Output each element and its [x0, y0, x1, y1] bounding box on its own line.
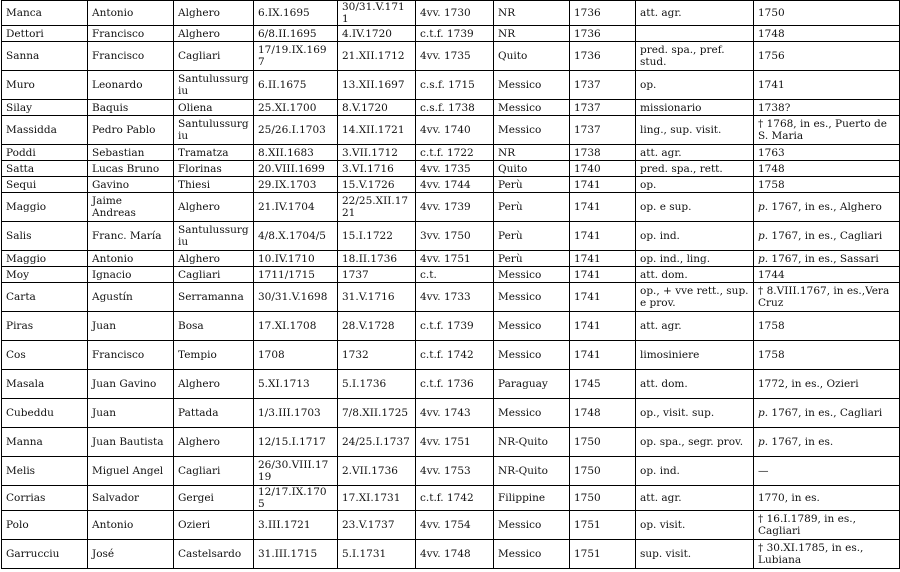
- cell-office: op. ind.: [636, 222, 754, 251]
- cell-mission: Messico: [494, 283, 570, 312]
- cell-death: 1756: [754, 42, 900, 71]
- cell-death: p. 1767, in es., Cagliari: [754, 399, 900, 428]
- cell-vows: 4vv. 1751: [416, 428, 494, 457]
- cell-birth-date: 1711/1715: [254, 267, 338, 283]
- cell-office: op. ind.: [636, 457, 754, 486]
- cell-birthplace: Alghero: [174, 370, 254, 399]
- cell-office: [636, 26, 754, 42]
- cell-surname: Silay: [2, 100, 88, 116]
- cell-office: att. dom.: [636, 267, 754, 283]
- cell-birthplace: Alghero: [174, 26, 254, 42]
- cell-office: att. agr.: [636, 1, 754, 26]
- cell-entry-date: 13.XII.1697: [338, 71, 416, 100]
- cell-office: op. e sup.: [636, 193, 754, 222]
- cell-entry-date: 15.V.1726: [338, 177, 416, 193]
- cell-birth-date: 31.III.1715: [254, 540, 338, 569]
- cell-mission: NR: [494, 145, 570, 161]
- cell-vows: 4vv. 1733: [416, 283, 494, 312]
- cell-name: Antonio: [88, 251, 174, 267]
- cell-entry-date: 4.IV.1720: [338, 26, 416, 42]
- cell-surname: Maggio: [2, 251, 88, 267]
- cell-office: ling., sup. visit.: [636, 116, 754, 145]
- cell-name: Sebastian: [88, 145, 174, 161]
- cell-mission: Quito: [494, 161, 570, 177]
- table-row: [2, 540, 900, 569]
- cell-birthplace: Cagliari: [174, 267, 254, 283]
- cell-vows: 4vv. 1735: [416, 42, 494, 71]
- cell-surname: Manca: [2, 1, 88, 26]
- cell-name: Francisco: [88, 42, 174, 71]
- cell-surname: Cos: [2, 341, 88, 370]
- cell-death: 1772, in es., Ozieri: [754, 370, 900, 399]
- cell-name: Lucas Bruno: [88, 161, 174, 177]
- cell-mission: Messico: [494, 267, 570, 283]
- cell-office: pred. spa., rett.: [636, 161, 754, 177]
- cell-vows: c.t.f. 1736: [416, 370, 494, 399]
- table-row: [2, 267, 900, 283]
- cell-vows: 4vv. 1748: [416, 540, 494, 569]
- cell-office: op. ind., ling.: [636, 251, 754, 267]
- cell-departure-year: 1750: [570, 428, 636, 457]
- cell-name: Juan: [88, 399, 174, 428]
- cell-vows: 4vv. 1753: [416, 457, 494, 486]
- cell-mission: Messico: [494, 399, 570, 428]
- cell-vows: c.s.f. 1738: [416, 100, 494, 116]
- cell-death: p. 1767, in es., Cagliari: [754, 222, 900, 251]
- cell-entry-date: 21.XII.1712: [338, 42, 416, 71]
- cell-entry-date: 3.VII.1712: [338, 145, 416, 161]
- cell-mission: Messico: [494, 312, 570, 341]
- cell-mission: NR: [494, 1, 570, 26]
- cell-mission: Perù: [494, 251, 570, 267]
- cell-birth-date: 21.IV.1704: [254, 193, 338, 222]
- cell-name: Ignacio: [88, 267, 174, 283]
- cell-birth-date: 8.XII.1683: [254, 145, 338, 161]
- cell-birthplace: Bosa: [174, 312, 254, 341]
- cell-mission: Filippine: [494, 486, 570, 511]
- cell-office: att. agr.: [636, 312, 754, 341]
- cell-name: Baquis: [88, 100, 174, 116]
- cell-birth-date: 26/30.VIII.1719: [254, 457, 338, 486]
- cell-departure-year: 1741: [570, 251, 636, 267]
- cell-entry-date: 28.V.1728: [338, 312, 416, 341]
- cell-departure-year: 1751: [570, 540, 636, 569]
- cell-death: † 8.VIII.1767, in es.,Vera Cruz: [754, 283, 900, 312]
- table-row: [2, 145, 900, 161]
- cell-surname: Sanna: [2, 42, 88, 71]
- cell-surname: Muro: [2, 71, 88, 100]
- cell-mission: Paraguay: [494, 370, 570, 399]
- cell-departure-year: 1736: [570, 26, 636, 42]
- cell-name: Miguel Angel: [88, 457, 174, 486]
- cell-office: att. dom.: [636, 370, 754, 399]
- cell-vows: c.t.f. 1742: [416, 341, 494, 370]
- cell-death: 1763: [754, 145, 900, 161]
- cell-birth-date: 30/31.V.1698: [254, 283, 338, 312]
- cell-name: Juan: [88, 312, 174, 341]
- cell-birth-date: 17.XI.1708: [254, 312, 338, 341]
- table-row: [2, 42, 900, 71]
- cell-birthplace: Florinas: [174, 161, 254, 177]
- cell-surname: Sequi: [2, 177, 88, 193]
- cell-mission: NR: [494, 26, 570, 42]
- table-body: [2, 1, 900, 569]
- cell-birth-date: 3.III.1721: [254, 511, 338, 540]
- cell-departure-year: 1750: [570, 486, 636, 511]
- cell-death: 1748: [754, 161, 900, 177]
- cell-office: limosiniere: [636, 341, 754, 370]
- table-row: [2, 26, 900, 42]
- cell-death: 1758: [754, 177, 900, 193]
- cell-death: —: [754, 457, 900, 486]
- cell-birthplace: Santulussurgiu: [174, 71, 254, 100]
- cell-death: 1758: [754, 341, 900, 370]
- cell-mission: Messico: [494, 100, 570, 116]
- cell-entry-date: 15.I.1722: [338, 222, 416, 251]
- cell-mission: Messico: [494, 341, 570, 370]
- cell-birthplace: Tramatza: [174, 145, 254, 161]
- cell-departure-year: 1736: [570, 42, 636, 71]
- cell-surname: Carta: [2, 283, 88, 312]
- cell-entry-date: 14.XII.1721: [338, 116, 416, 145]
- cell-surname: Polo: [2, 511, 88, 540]
- cell-birthplace: Alghero: [174, 251, 254, 267]
- cell-entry-date: 1737: [338, 267, 416, 283]
- cell-office: att. agr.: [636, 145, 754, 161]
- cell-death: † 16.I.1789, in es., Cagliari: [754, 511, 900, 540]
- cell-birth-date: 20.VIII.1699: [254, 161, 338, 177]
- cell-surname: Satta: [2, 161, 88, 177]
- cell-death: 1744: [754, 267, 900, 283]
- cell-departure-year: 1737: [570, 100, 636, 116]
- table-row: [2, 1, 900, 26]
- cell-birthplace: Pattada: [174, 399, 254, 428]
- cell-departure-year: 1741: [570, 312, 636, 341]
- cell-entry-date: 18.II.1736: [338, 251, 416, 267]
- cell-birthplace: Cagliari: [174, 42, 254, 71]
- cell-death: p. 1767, in es., Alghero: [754, 193, 900, 222]
- cell-mission: Messico: [494, 116, 570, 145]
- cell-vows: 4vv. 1730: [416, 1, 494, 26]
- cell-mission: Messico: [494, 540, 570, 569]
- cell-departure-year: 1741: [570, 283, 636, 312]
- cell-entry-date: 2.VII.1736: [338, 457, 416, 486]
- cell-name: Juan Gavino: [88, 370, 174, 399]
- cell-name: Jaime Andreas: [88, 193, 174, 222]
- cell-departure-year: 1738: [570, 145, 636, 161]
- cell-name: Francisco: [88, 341, 174, 370]
- table-row: [2, 370, 900, 399]
- cell-death: 1770, in es.: [754, 486, 900, 511]
- cell-departure-year: 1737: [570, 116, 636, 145]
- cell-entry-date: 30/31.V.1711: [338, 1, 416, 26]
- table-row: [2, 71, 900, 100]
- cell-name: Antonio: [88, 511, 174, 540]
- cell-birthplace: Ozieri: [174, 511, 254, 540]
- cell-entry-date: 5.I.1736: [338, 370, 416, 399]
- cell-name: Salvador: [88, 486, 174, 511]
- cell-vows: 4vv. 1735: [416, 161, 494, 177]
- cell-mission: Messico: [494, 71, 570, 100]
- cell-office: pred. spa., pref. stud.: [636, 42, 754, 71]
- cell-vows: c.t.f. 1739: [416, 26, 494, 42]
- cell-surname: Melis: [2, 457, 88, 486]
- cell-birth-date: 6/8.II.1695: [254, 26, 338, 42]
- table-row: [2, 222, 900, 251]
- cell-surname: Masala: [2, 370, 88, 399]
- cell-mission: Perù: [494, 193, 570, 222]
- cell-departure-year: 1748: [570, 399, 636, 428]
- cell-departure-year: 1741: [570, 193, 636, 222]
- cell-entry-date: 31.V.1716: [338, 283, 416, 312]
- cell-birthplace: Oliena: [174, 100, 254, 116]
- cell-entry-date: 8.V.1720: [338, 100, 416, 116]
- cell-departure-year: 1737: [570, 71, 636, 100]
- cell-surname: Cubeddu: [2, 399, 88, 428]
- cell-birthplace: Gergei: [174, 486, 254, 511]
- table-row: [2, 177, 900, 193]
- table-row: [2, 511, 900, 540]
- cell-birth-date: 25.XI.1700: [254, 100, 338, 116]
- cell-name: Gavino: [88, 177, 174, 193]
- table-row: [2, 251, 900, 267]
- cell-name: Francisco: [88, 26, 174, 42]
- cell-birth-date: 4/8.X.1704/5: [254, 222, 338, 251]
- cell-name: Pedro Pablo: [88, 116, 174, 145]
- cell-office: att. agr.: [636, 486, 754, 511]
- cell-death: † 1768, in es., Puerto de S. Maria: [754, 116, 900, 145]
- cell-surname: Corrias: [2, 486, 88, 511]
- cell-death: 1750: [754, 1, 900, 26]
- cell-mission: Perù: [494, 222, 570, 251]
- cell-birthplace: Santulussurgiu: [174, 222, 254, 251]
- cell-birth-date: 10.IV.1710: [254, 251, 338, 267]
- table-row: [2, 193, 900, 222]
- cell-surname: Moy: [2, 267, 88, 283]
- cell-birthplace: Cagliari: [174, 457, 254, 486]
- cell-entry-date: 23.V.1737: [338, 511, 416, 540]
- cell-vows: c.t.f. 1722: [416, 145, 494, 161]
- table-row: [2, 312, 900, 341]
- cell-birth-date: 25/26.I.1703: [254, 116, 338, 145]
- cell-death: † 30.XI.1785, in es., Lubiana: [754, 540, 900, 569]
- cell-office: missionario: [636, 100, 754, 116]
- table-row: [2, 399, 900, 428]
- cell-departure-year: 1750: [570, 457, 636, 486]
- table-row: [2, 457, 900, 486]
- table-row: [2, 283, 900, 312]
- table-row: [2, 341, 900, 370]
- cell-birth-date: 6.IX.1695: [254, 1, 338, 26]
- cell-death: 1748: [754, 26, 900, 42]
- cell-vows: c.t.: [416, 267, 494, 283]
- cell-name: Antonio: [88, 1, 174, 26]
- table-row: [2, 100, 900, 116]
- cell-mission: Perù: [494, 177, 570, 193]
- cell-departure-year: 1736: [570, 1, 636, 26]
- cell-birth-date: 29.IX.1703: [254, 177, 338, 193]
- cell-entry-date: 24/25.I.1737: [338, 428, 416, 457]
- cell-departure-year: 1741: [570, 222, 636, 251]
- cell-office: op.: [636, 71, 754, 100]
- cell-birthplace: Thiesi: [174, 177, 254, 193]
- cell-vows: 4vv. 1740: [416, 116, 494, 145]
- cell-vows: 4vv. 1739: [416, 193, 494, 222]
- cell-departure-year: 1751: [570, 511, 636, 540]
- cell-departure-year: 1740: [570, 161, 636, 177]
- cell-death: p. 1767, in es., Sassari: [754, 251, 900, 267]
- cell-birth-date: 12/17.IX.1705: [254, 486, 338, 511]
- cell-mission: NR-Quito: [494, 457, 570, 486]
- cell-birthplace: Castelsardo: [174, 540, 254, 569]
- cell-entry-date: 7/8.XII.1725: [338, 399, 416, 428]
- cell-mission: Messico: [494, 511, 570, 540]
- cell-birthplace: Alghero: [174, 193, 254, 222]
- cell-entry-date: 1732: [338, 341, 416, 370]
- table-row: [2, 116, 900, 145]
- cell-death: p. 1767, in es.: [754, 428, 900, 457]
- cell-birthplace: Santulussurgiu: [174, 116, 254, 145]
- cell-office: sup. visit.: [636, 540, 754, 569]
- cell-surname: Maggio: [2, 193, 88, 222]
- cell-vows: 4vv. 1744: [416, 177, 494, 193]
- cell-birthplace: Serramanna: [174, 283, 254, 312]
- cell-vows: c.t.f. 1739: [416, 312, 494, 341]
- table-row: [2, 428, 900, 457]
- cell-vows: 4vv. 1743: [416, 399, 494, 428]
- cell-surname: Piras: [2, 312, 88, 341]
- cell-birthplace: Tempio: [174, 341, 254, 370]
- cell-office: op., visit. sup.: [636, 399, 754, 428]
- cell-surname: Dettori: [2, 26, 88, 42]
- table-row: [2, 161, 900, 177]
- cell-surname: Salis: [2, 222, 88, 251]
- cell-departure-year: 1741: [570, 177, 636, 193]
- cell-office: op. visit.: [636, 511, 754, 540]
- cell-entry-date: 3.VI.1716: [338, 161, 416, 177]
- cell-departure-year: 1741: [570, 341, 636, 370]
- cell-death: 1741: [754, 71, 900, 100]
- cell-birth-date: 5.XI.1713: [254, 370, 338, 399]
- cell-name: Juan Bautista: [88, 428, 174, 457]
- cell-birth-date: 17/19.IX.1697: [254, 42, 338, 71]
- cell-death: 1758: [754, 312, 900, 341]
- cell-departure-year: 1741: [570, 267, 636, 283]
- cell-surname: Garrucciu: [2, 540, 88, 569]
- cell-birthplace: Alghero: [174, 1, 254, 26]
- cell-birth-date: 6.II.1675: [254, 71, 338, 100]
- table-row: [2, 486, 900, 511]
- cell-vows: 3vv. 1750: [416, 222, 494, 251]
- cell-surname: Massidda: [2, 116, 88, 145]
- cell-birth-date: 1/3.III.1703: [254, 399, 338, 428]
- cell-death: 1738?: [754, 100, 900, 116]
- cell-entry-date: 22/25.XII.1721: [338, 193, 416, 222]
- cell-surname: Poddi: [2, 145, 88, 161]
- cell-mission: NR-Quito: [494, 428, 570, 457]
- jesuit-missionaries-table: [1, 0, 900, 569]
- cell-name: Agustín: [88, 283, 174, 312]
- cell-departure-year: 1745: [570, 370, 636, 399]
- cell-name: José: [88, 540, 174, 569]
- cell-entry-date: 17.XI.1731: [338, 486, 416, 511]
- cell-birthplace: Alghero: [174, 428, 254, 457]
- cell-office: op. spa., segr. prov.: [636, 428, 754, 457]
- cell-entry-date: 5.I.1731: [338, 540, 416, 569]
- cell-vows: 4vv. 1751: [416, 251, 494, 267]
- cell-birth-date: 12/15.I.1717: [254, 428, 338, 457]
- cell-name: Franc. María: [88, 222, 174, 251]
- cell-office: op., + vve rett., sup. e prov.: [636, 283, 754, 312]
- cell-vows: c.t.f. 1742: [416, 486, 494, 511]
- cell-birth-date: 1708: [254, 341, 338, 370]
- cell-vows: 4vv. 1754: [416, 511, 494, 540]
- cell-vows: c.s.f. 1715: [416, 71, 494, 100]
- cell-office: op.: [636, 177, 754, 193]
- cell-surname: Manna: [2, 428, 88, 457]
- cell-name: Leonardo: [88, 71, 174, 100]
- cell-mission: Quito: [494, 42, 570, 71]
